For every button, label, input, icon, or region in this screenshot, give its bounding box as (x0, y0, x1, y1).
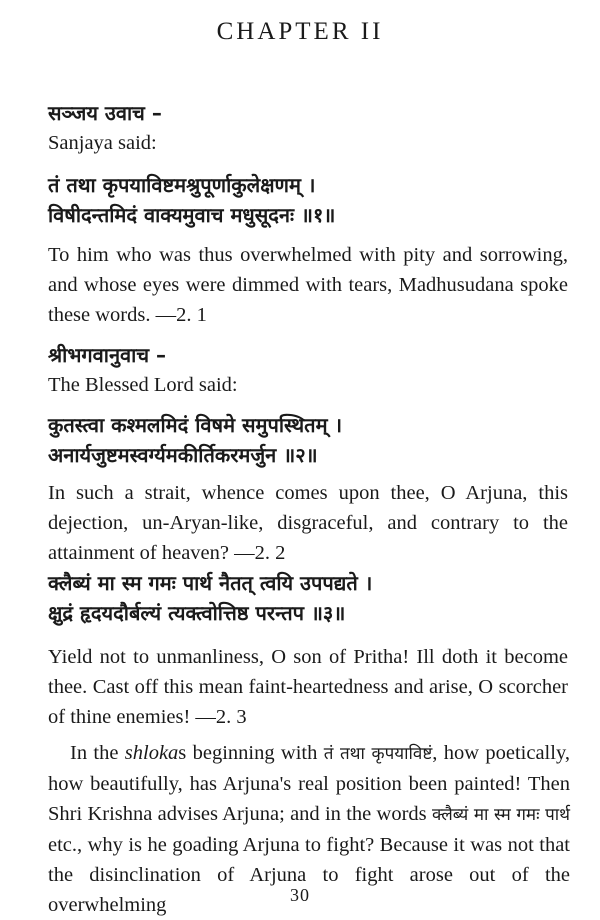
commentary-italic: shloka (124, 742, 179, 764)
translation-text: Yield not to unmanliness, O son of Pritha! Ill doth it become thee. Cast off this mean faint-heartedness and arise, O scorcher of thine enemies! —2. 3 (48, 646, 568, 728)
verse-line: तं तथा कृपयाविष्टमश्रुपूर्णाकुलेक्षणम् । (48, 173, 316, 197)
chapter-title: CHAPTER II (216, 18, 384, 45)
commentary-sanskrit: क्लैब्यं मा स्म गमः पार्थ (431, 805, 570, 825)
verse-line: अनार्यजुष्टमस्वर्ग्यमकीर्तिकरमर्जुन ॥२॥ (48, 443, 318, 467)
commentary-sanskrit: तं तथा कृपयाविष्टं (323, 744, 433, 764)
speaker-english: Sanjaya said: (48, 132, 157, 154)
translation-text: In such a strait, whence comes upon thee, O Arjuna, this dejection, un-Aryan-like, disgraceful, and contrary to the attainment of heaven? —2. 2 (48, 482, 568, 564)
speaker-english: The Blessed Lord said: (48, 374, 238, 396)
speaker-sanskrit: सञ्जय उवाच – (48, 101, 162, 125)
commentary-run: s beginning with (178, 742, 324, 764)
commentary-run: In the (70, 742, 125, 764)
translation-block-1 (48, 240, 568, 330)
commentary-run: etc., why is he goading Arjuna to fight? Because it was not that the disinclination of Arjuna to fight arose out of the overwhelming (48, 834, 570, 916)
speaker-block-lord (48, 340, 568, 400)
speaker-block-sanjaya (48, 98, 568, 158)
commentary-run: , how poetically, how beautifully, has Arjuna's real position been painted! Then Shri Krishna advises Arjuna; and in the words (48, 742, 570, 825)
verse-line: विषीदन्तमिदं वाक्यमुवाच मधुसूदनः ॥१॥ (48, 203, 336, 227)
translation-block-2 (48, 478, 568, 568)
verse-block-2 (48, 410, 568, 470)
speaker-sanskrit: श्रीभगवानुवाच – (48, 343, 167, 367)
verse-line: कुतस्त्वा कश्मलमिदं विषमे समुपस्थितम् । (48, 413, 343, 437)
translation-text: To him who was thus overwhelmed with pity and sorrowing, and whose eyes were dimmed with tears, Madhusudana spoke these words. —2. 1 (48, 244, 568, 326)
verse-block-1 (48, 170, 568, 230)
page-number: 30 (290, 885, 310, 905)
translation-block-3 (48, 642, 568, 732)
verse-line: क्षुद्रं हृदयदौर्बल्यं त्यक्त्वोत्तिष्ठ परन्तप ॥३॥ (48, 601, 346, 625)
verse-line: क्लैब्यं मा स्म गमः पार्थ नैतत् त्वयि उपपद्यते । (48, 571, 373, 595)
verse-block-3 (48, 568, 568, 628)
